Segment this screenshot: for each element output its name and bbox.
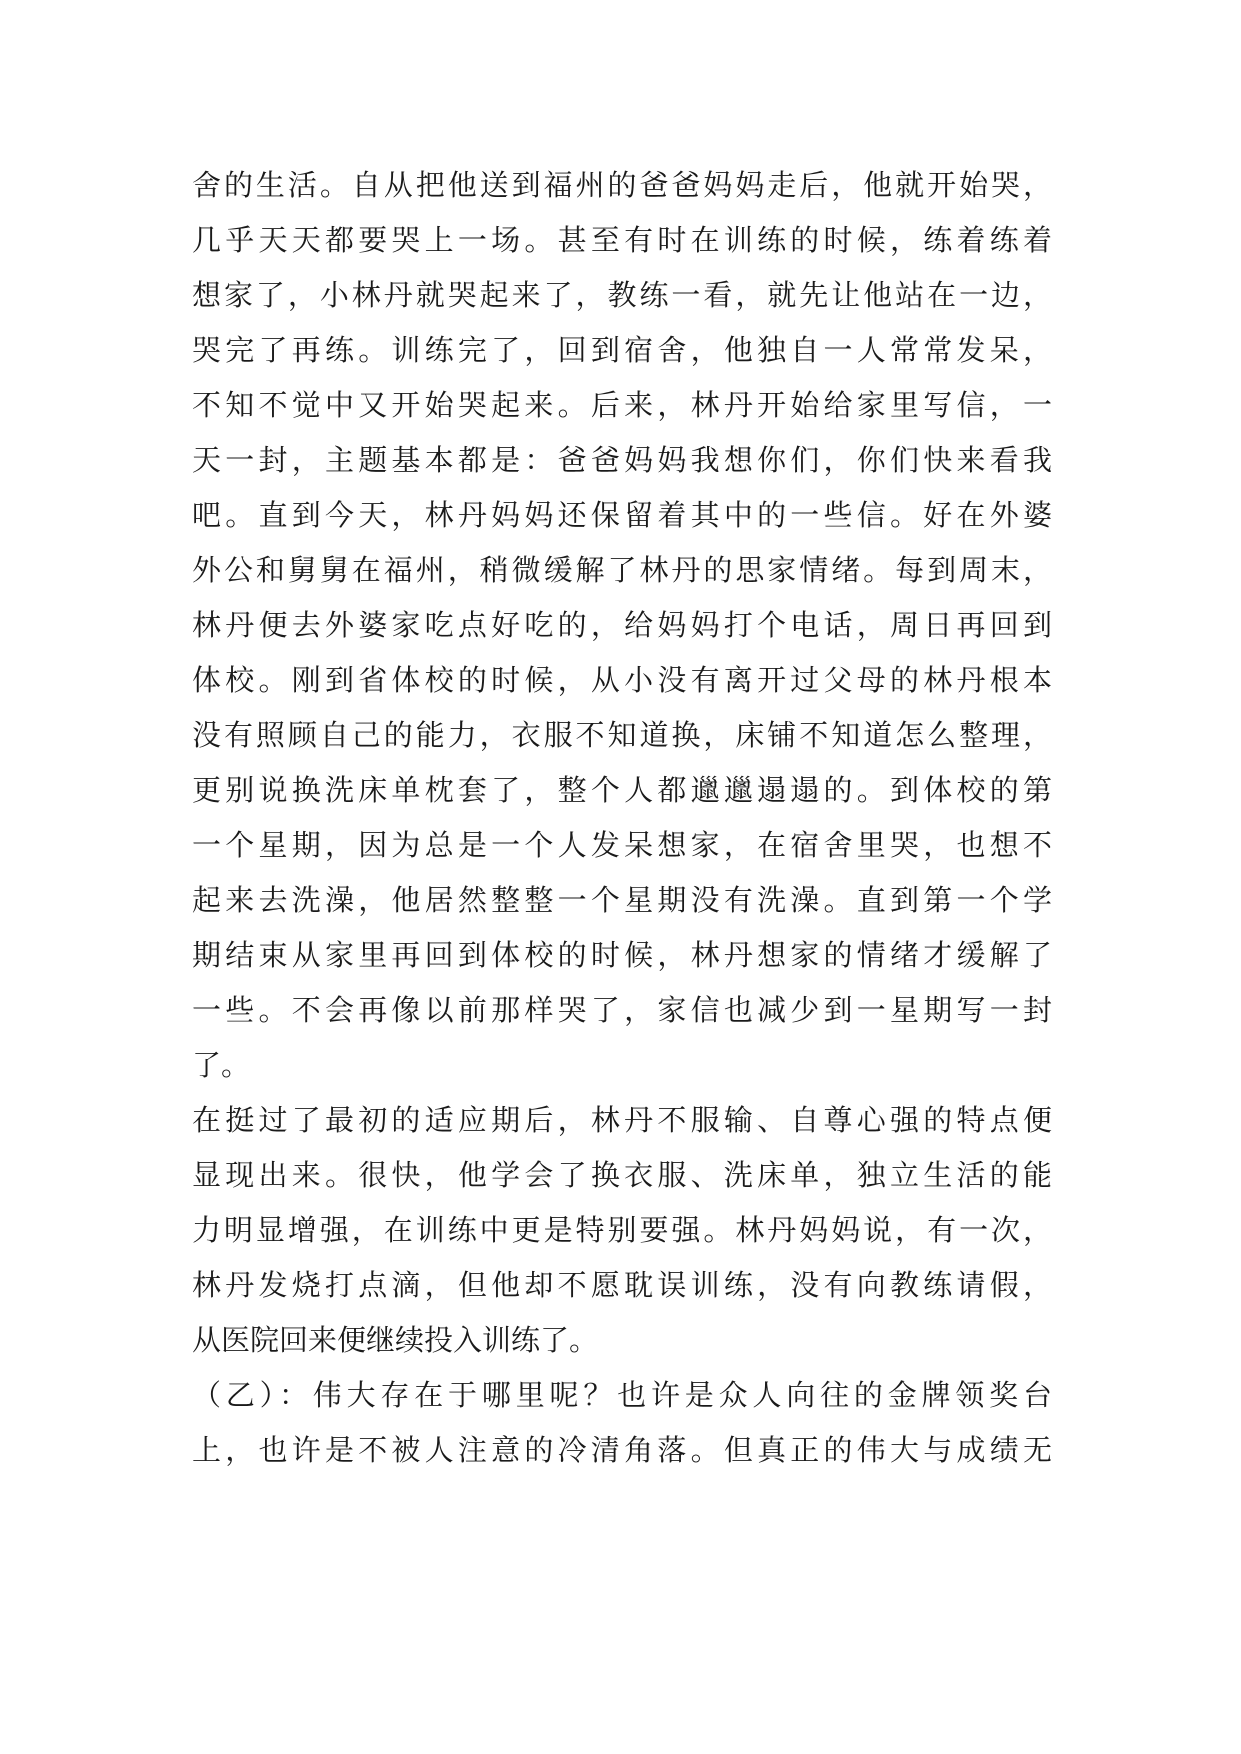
text-line: 在挺过了最初的适应期后，林丹不服输、自尊心强的特点便 [192,1103,1052,1137]
text-line: 林丹便去外婆家吃点好吃的，给妈妈打个电话，周日再回到 [192,608,1052,642]
text-line: 外公和舅舅在福州，稍微缓解了林丹的思家情绪。每到周末， [192,553,1052,587]
body-text [192,158,1052,1478]
text-line: 吧。直到今天，林丹妈妈还保留着其中的一些信。好在外婆 [192,498,1052,532]
text-line: 没有照顾自己的能力，衣服不知道换，床铺不知道怎么整理， [192,718,1052,752]
text-line: 哭完了再练。训练完了，回到宿舍，他独自一人常常发呆， [192,333,1052,367]
text-line: 力明显增强，在训练中更是特别要强。林丹妈妈说，有一次， [192,1213,1052,1247]
text-line: 一个星期，因为总是一个人发呆想家，在宿舍里哭，也想不 [192,828,1052,862]
text-line: 舍的生活。自从把他送到福州的爸爸妈妈走后，他就开始哭， [192,168,1052,202]
text-line: 上，也许是不被人注意的冷清角落。但真正的伟大与成绩无 [192,1433,1052,1467]
text-line: 几乎天天都要哭上一场。甚至有时在训练的时候，练着练着 [192,223,1052,257]
text-line: 不知不觉中又开始哭起来。后来，林丹开始给家里写信，一 [192,388,1052,422]
text-line: 想家了，小林丹就哭起来了，教练一看，就先让他站在一边， [192,278,1052,312]
text-line: 期结束从家里再回到体校的时候，林丹想家的情绪才缓解了 [192,938,1052,972]
text-line: 一些。不会再像以前那样哭了，家信也减少到一星期写一封 [192,993,1052,1027]
text-line: 起来去洗澡，他居然整整一个星期没有洗澡。直到第一个学 [192,883,1052,917]
text-line: （乙）：伟大存在于哪里呢？也许是众人向往的金牌领奖台 [192,1378,1052,1412]
text-line: 显现出来。很快，他学会了换衣服、洗床单，独立生活的能 [192,1158,1052,1192]
text-line: 天一封，主题基本都是：爸爸妈妈我想你们，你们快来看我 [192,443,1052,477]
text-line: 了。 [192,1048,251,1082]
text-line: 从医院回来便继续投入训练了。 [192,1323,599,1357]
text-line: 林丹发烧打点滴，但他却不愿耽误训练，没有向教练请假， [192,1268,1052,1302]
text-line: 体校。刚到省体校的时候，从小没有离开过父母的林丹根本 [192,663,1052,697]
text-line: 更别说换洗床单枕套了，整个人都邋邋遢遢的。到体校的第 [192,773,1052,807]
